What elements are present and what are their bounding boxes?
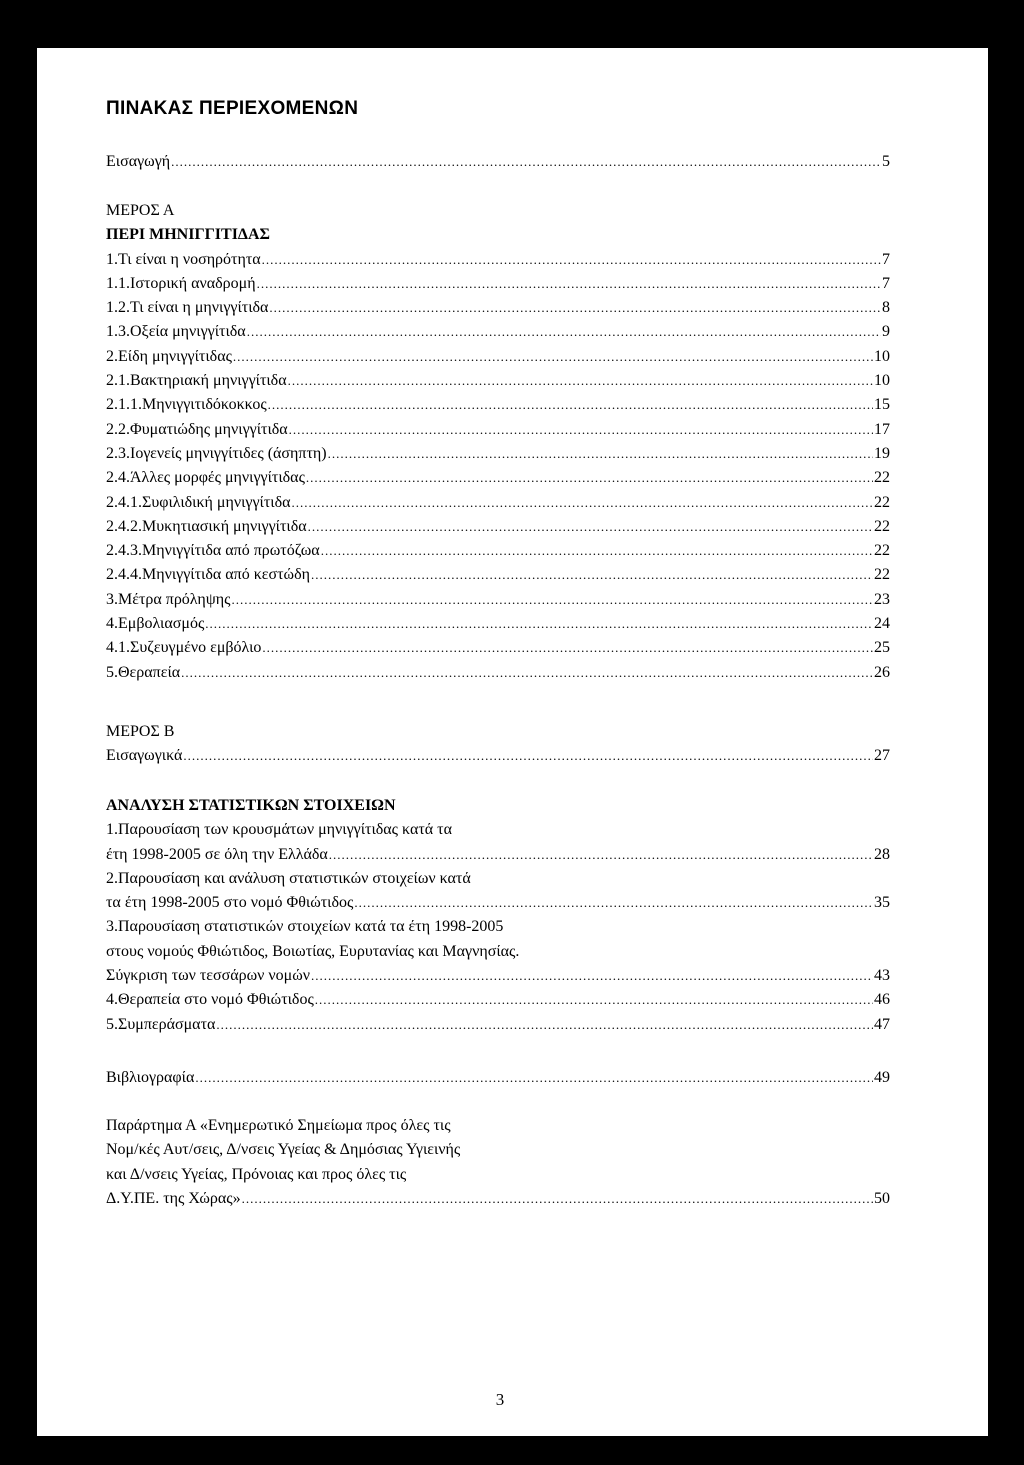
toc-entry[interactable]	[106, 964, 890, 988]
part-a-entries	[106, 248, 890, 685]
leader-dots	[181, 661, 873, 685]
toc-entry-label: 2.4.3.Μηνιγγίτιδα από πρωτόζωα	[106, 542, 320, 560]
toc-entry[interactable]	[106, 272, 890, 296]
toc-entry-label: 3.Μέτρα πρόληψης	[106, 590, 231, 608]
leader-dots	[247, 320, 881, 344]
leader-dots	[328, 442, 873, 466]
toc-entry-page: 35	[874, 894, 890, 912]
leader-dots	[306, 466, 873, 490]
toc-appendix	[106, 1114, 890, 1211]
toc-entry-label: 4.1.Συζευγμένο εμβόλιο	[106, 639, 262, 657]
toc-entry[interactable]	[106, 563, 890, 587]
toc-entry[interactable]	[106, 1187, 890, 1211]
leader-dots	[268, 393, 873, 417]
toc-entry-label: 1.3.Οξεία μηνιγγίτιδα	[106, 323, 246, 341]
toc-entry-label: 2.2.Φυματιώδης μηνιγγίτιδα	[106, 420, 288, 438]
part-a-heading: ΜΕΡΟΣ Α	[106, 202, 175, 219]
toc-entry[interactable]	[106, 988, 890, 1012]
toc-entry-page: 49	[874, 1069, 890, 1086]
toc-entry[interactable]	[106, 891, 890, 915]
toc-entry-page: 22	[874, 566, 890, 584]
toc-entry-page: 25	[874, 639, 890, 657]
toc-entry-page: 22	[874, 493, 890, 511]
toc-entry[interactable]	[106, 491, 890, 515]
toc-entry[interactable]	[106, 248, 890, 272]
toc-entry[interactable]	[106, 588, 890, 612]
toc-part-b	[106, 720, 890, 769]
toc-entry-page: 27	[874, 747, 890, 765]
toc-entry-label: Βιβλιογραφία	[106, 1069, 195, 1086]
toc-entry-line: 2.Παρουσίαση και ανάλυση στατιστικών στοιχείων κατά	[106, 869, 471, 887]
toc-entry-page: 22	[874, 469, 890, 487]
toc-entry[interactable]	[106, 636, 890, 660]
leader-dots	[262, 636, 873, 660]
toc-entry-label: 2.4.1.Συφιλιδική μηνιγγίτιδα	[106, 493, 291, 511]
toc-entry[interactable]	[106, 442, 890, 466]
toc-entry-label: 4.Θεραπεία στο νομό Φθιώτιδος	[106, 991, 314, 1009]
toc-entry[interactable]	[106, 1066, 890, 1090]
toc-entry[interactable]	[106, 744, 890, 768]
toc-entry-label: 2.1.1.Μηνιγγιτιδόκοκκος	[106, 396, 267, 414]
toc-entry-label: Εισαγωγικά	[106, 747, 183, 765]
toc-entry-page: 8	[882, 299, 890, 317]
toc-entry-page: 9	[882, 323, 890, 341]
leader-dots	[232, 588, 873, 612]
toc-entry[interactable]	[106, 843, 890, 867]
toc-entry-label: 2.4.4.Μηνιγγίτιδα από κεστώδη	[106, 566, 310, 584]
toc-entry[interactable]	[106, 661, 890, 685]
toc-entry-label: τα έτη 1998-2005 στο νομό Φθιώτιδος	[106, 894, 354, 912]
leader-dots	[321, 539, 873, 563]
leader-dots	[257, 272, 881, 296]
toc-entry-page: 24	[874, 615, 890, 633]
toc-entry[interactable]	[106, 393, 890, 417]
toc-entry-page: 5	[882, 153, 890, 170]
leader-dots	[292, 491, 874, 515]
leader-dots	[288, 369, 873, 393]
leader-dots	[354, 891, 873, 915]
toc-entry-page: 7	[882, 274, 890, 292]
toc-entry-label: 1.2.Τι είναι η μηνιγγίτιδα	[106, 299, 269, 317]
toc-entry-page: 15	[874, 396, 890, 414]
leader-dots	[205, 612, 873, 636]
toc-entry-line: στους νομούς Φθιώτιδος, Βοιωτίας, Ευρυτανίας και Μαγνησίας.	[106, 942, 520, 960]
toc-entry-page: 10	[874, 372, 890, 390]
part-a-subheading: ΠΕΡΙ ΜΗΝΙΓΓΙΤΙΔΑΣ	[106, 226, 270, 244]
leader-dots	[216, 1013, 873, 1037]
toc-entry[interactable]	[106, 466, 890, 490]
toc-statistics	[106, 794, 890, 1037]
leader-dots	[183, 744, 873, 768]
toc-entry-label: 2.4.Άλλες μορφές μηνιγγίτιδας	[106, 469, 305, 487]
toc-entry[interactable]	[106, 320, 890, 344]
leader-dots	[308, 515, 873, 539]
toc-entry-page: 46	[874, 991, 890, 1009]
toc-entry[interactable]	[106, 296, 890, 320]
part-b-heading: ΜΕΡΟΣ Β	[106, 723, 175, 740]
leader-dots	[289, 418, 873, 442]
page-number: 3	[495, 1390, 505, 1409]
leader-dots	[195, 1066, 873, 1090]
toc-entry-label: 2.1.Βακτηριακή μηνιγγίτιδα	[106, 372, 287, 390]
toc-entry-label: 1.Τι είναι η νοσηρότητα	[106, 250, 261, 268]
toc-entry-page: 26	[874, 663, 890, 681]
leader-dots	[311, 563, 873, 587]
toc-entry-label: 1.1.Ιστορική αναδρομή	[106, 274, 256, 292]
toc-entry-page: 50	[874, 1189, 890, 1207]
toc-entry-label: έτη 1998-2005 σε όλη την Ελλάδα	[106, 845, 328, 863]
leader-dots	[315, 988, 873, 1012]
toc-entry-line: και Δ/νσεις Υγείας, Πρόνοιας και προς όλες τις	[106, 1165, 407, 1183]
toc-entry[interactable]	[106, 539, 890, 563]
toc-entry-page: 23	[874, 590, 890, 608]
toc-entry-label: 5.Θεραπεία	[106, 663, 181, 681]
toc-entry[interactable]	[106, 418, 890, 442]
toc-entry-label: 2.4.2.Μυκητιασική μηνιγγίτιδα	[106, 517, 307, 535]
toc-entry[interactable]	[106, 1013, 890, 1037]
toc-entry-page: 28	[874, 845, 890, 863]
toc-entry-line: 3.Παρουσίαση στατιστικών στοιχείων κατά τα έτη 1998-2005	[106, 918, 504, 936]
toc-entry-page: 22	[874, 542, 890, 560]
toc-entry-label: 2.3.Ιογενείς μηνιγγίτιδες (άσηπτη)	[106, 444, 327, 462]
toc-entry[interactable]	[106, 369, 890, 393]
toc-entry-page: 43	[874, 967, 890, 985]
toc-entry-page: 17	[874, 420, 890, 438]
toc-entry-page: 19	[874, 444, 890, 462]
toc-intro	[106, 150, 890, 174]
toc-entry-page: 10	[874, 347, 890, 365]
toc-entry-line: 1.Παρουσίαση των κρουσμάτων μηνιγγίτιδας κατά τα	[106, 821, 452, 839]
toc-entry-label: Δ.Υ.ΠΕ. της Χώρας»	[106, 1189, 241, 1207]
toc-entry-page: 22	[874, 517, 890, 535]
toc-entry-label: 5.Συμπεράσματα	[106, 1015, 216, 1033]
toc-part-a	[106, 199, 890, 685]
leader-dots	[329, 843, 873, 867]
leader-dots	[311, 964, 873, 988]
toc-entry-label: 2.Είδη μηνιγγίτιδας	[106, 347, 232, 365]
leader-dots	[233, 345, 873, 369]
leader-dots	[242, 1187, 873, 1211]
toc-entry-page: 7	[882, 250, 890, 268]
leader-dots	[171, 150, 881, 174]
toc-entry-page: 47	[874, 1015, 890, 1033]
toc-entry-line: Νομ/κές Αυτ/σεις, Δ/νσεις Υγείας & Δημόσιας Υγιεινής	[106, 1141, 461, 1159]
toc-entry-label: Σύγκριση των τεσσάρων νομών	[106, 967, 310, 985]
toc-entry[interactable]	[106, 515, 890, 539]
page-title: ΠΙΝΑΚΑΣ ΠΕΡΙΕΧΟΜΕΝΩΝ	[106, 98, 359, 119]
toc-entry-label: 4.Εμβολιασμός	[106, 615, 205, 633]
toc-entry-label: Εισαγωγή	[106, 153, 171, 170]
leader-dots	[269, 296, 881, 320]
toc-entry-line: Παράρτημα Α «Ενημερωτικό Σημείωμα προς όλες τις	[106, 1117, 451, 1134]
toc-entry[interactable]	[106, 612, 890, 636]
statistics-subheading: ΑΝΑΛΥΣΗ ΣΤΑΤΙΣΤΙΚΩΝ ΣΤΟΙΧΕΙΩΝ	[106, 797, 396, 814]
leader-dots	[262, 248, 881, 272]
toc-entry[interactable]	[106, 345, 890, 369]
toc-bibliography	[106, 1066, 890, 1090]
toc-entry[interactable]	[106, 150, 890, 174]
